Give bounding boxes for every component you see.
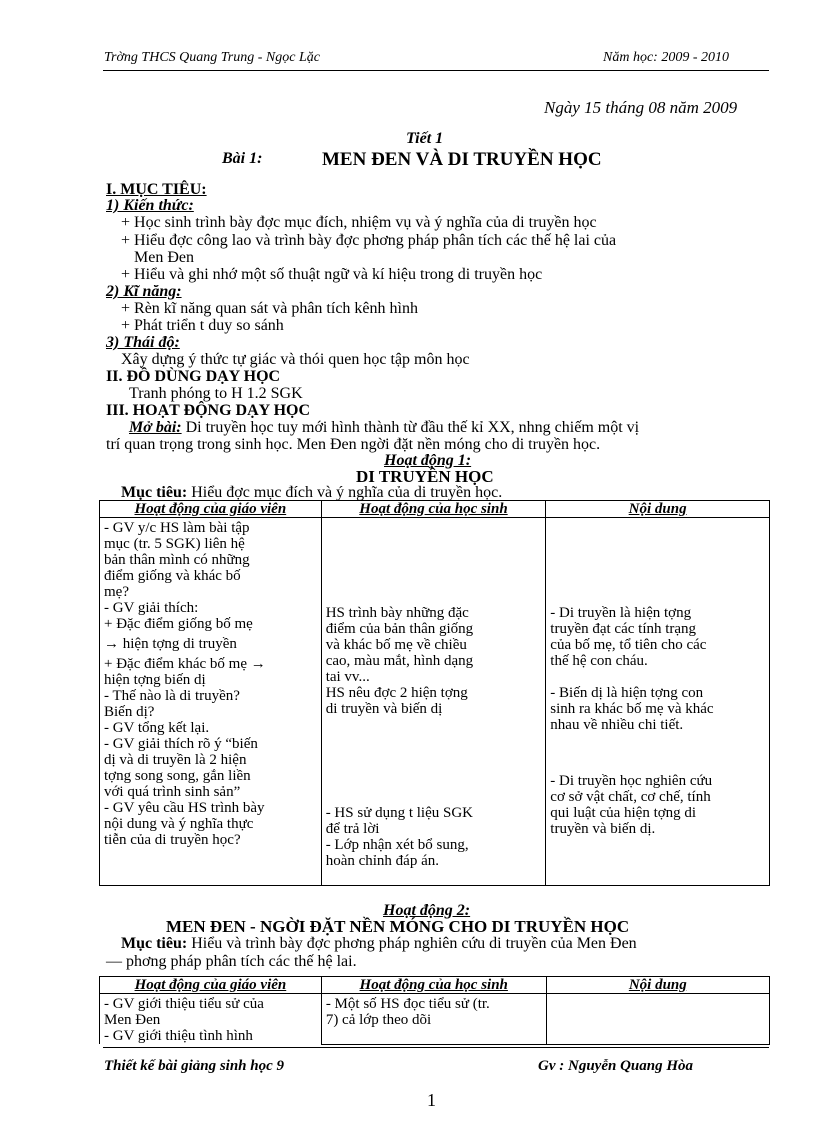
teacher-line: bản thân mình có những (104, 552, 250, 568)
activity2-teacher-cell (100, 994, 322, 1045)
activity1-title: DI TRUYỀN HỌC (356, 467, 494, 486)
teacher-line: Men Đen (104, 1012, 161, 1028)
activity2-content-cell (546, 994, 769, 1045)
footer-teacher: Gv : Nguyễn Quang Hòa (538, 1058, 694, 1074)
activity1-header-content: Nội dung (546, 501, 770, 518)
content-line: nhau về nhiều chi tiết. (550, 717, 684, 733)
content-line: qui luật của hiện tợng di (550, 805, 697, 821)
attitude-line: Xây dựng ý thức tự giác và thói quen học tập môn học (121, 351, 470, 368)
student-line: 7) cả lớp theo dõi (325, 1012, 432, 1028)
intro-label: Mở bài: (129, 419, 182, 436)
content-line: - Biến dị là hiện tợng con (550, 685, 704, 701)
intro-line-2: trí quan trọng trong sinh học. Men Đen ngời đặt nền móng cho di truyền học. (106, 436, 601, 453)
header-rule (103, 70, 769, 71)
teacher-line: - GV tổng kết lại. (104, 720, 210, 736)
activity2-student-cell (321, 994, 546, 1045)
content-line: - Di truyền học nghiên cứu (550, 773, 713, 789)
activity2-goal-line-2: — phơng pháp phân tích các thế hệ lai. (106, 953, 357, 970)
teacher-line: - GV yêu cầu HS trình bày (104, 800, 265, 816)
skills-line: + Rèn kĩ năng quan sát và phân tích kênh hình (121, 300, 418, 317)
activity1-label: Hoạt động 1: (384, 452, 472, 469)
teacher-line: + Đặc điểm giống bố mẹ (104, 616, 253, 632)
content-line: của bố mẹ, tổ tiên cho các (550, 637, 707, 653)
footer-rule (103, 1047, 769, 1048)
teacher-line: → hiện tợng di truyền (104, 636, 237, 652)
teacher-line: - Thế nào là di truyền? (104, 688, 240, 704)
intro-paragraph (129, 419, 639, 436)
teacher-line: mục (tr. 5 SGK) liên hệ (104, 536, 245, 552)
activity1-goal-label: Mục tiêu: (121, 484, 188, 501)
teacher-line: với quá trình sinh sản” (104, 784, 241, 800)
activity2-header-teacher: Hoạt động của giáo viên (100, 977, 322, 994)
activity2-title: MEN ĐEN - NGỜI ĐẶT NỀN MÓNG CHO DI TRUYỀN HỌC (166, 917, 630, 936)
teacher-line: điểm giống và khác bố (104, 568, 241, 584)
materials-line: Tranh phóng to H 1.2 SGK (129, 385, 303, 402)
activity1-goal (121, 484, 502, 501)
teacher-line: - GV giới thiệu tiểu sử của (104, 996, 264, 1012)
content-line: sinh ra khác bố mẹ và khác (550, 701, 714, 717)
teacher-line: nội dung và ý nghĩa thực (104, 816, 254, 832)
content-line: cơ sở vật chất, cơ chế, tính (550, 789, 711, 805)
header-school: Trờng THCS Quang Trung - Ngọc Lặc (104, 50, 320, 65)
activity2-table (99, 976, 770, 1045)
student-line: cao, màu mắt, hình dạng (325, 653, 474, 669)
activity2-goal-label: Mục tiêu: (121, 935, 188, 952)
header-year: Năm học: 2009 - 2010 (603, 50, 729, 65)
content-line: truyền và biến dị. (550, 821, 656, 837)
knowledge-line: + Học sinh trình bày đợc mục đích, nhiệm vụ và ý nghĩa của di truyền học (121, 214, 597, 231)
student-line: để trả lời (325, 821, 380, 837)
teacher-line: - GV giải thích rõ ý “biến (104, 736, 258, 752)
teacher-line: tợng song song, gắn liền (104, 768, 251, 784)
teacher-line: + Đặc điểm khác bố mẹ → (104, 656, 266, 672)
knowledge-line: + Hiểu và ghi nhớ một số thuật ngữ và kí hiệu trong di truyền học (121, 266, 543, 283)
lesson-number: Bài 1: (222, 150, 263, 167)
content-line: - Di truyền là hiện tợng (550, 605, 692, 621)
activity1-table (99, 500, 770, 886)
footer-course: Thiết kế bài giảng sinh học 9 (104, 1058, 285, 1074)
activity2-header-content: Nội dung (546, 977, 769, 994)
knowledge-line: Men Đen (134, 249, 194, 266)
lesson-title: MEN ĐEN VÀ DI TRUYỀN HỌC (322, 149, 602, 170)
intro-text: Di truyền học tuy mới hình thành từ đầu thế kỉ XX, nhng chiếm một vị (181, 419, 640, 436)
teacher-line: - GV giới thiệu tình hình (104, 1028, 253, 1044)
teacher-line: Biến dị? (104, 704, 155, 720)
activity2-goal-text: Hiểu và trình bày đợc phơng pháp nghiên cứu di truyền của Men Đen (187, 935, 637, 952)
student-line: HS trình bày những đặc (325, 605, 469, 621)
teacher-line: mẹ? (104, 584, 129, 600)
activity1-content-cell (546, 518, 770, 886)
teacher-line: - GV y/c HS làm bài tập (104, 520, 250, 536)
activity1-header-teacher: Hoạt động của giáo viên (100, 501, 322, 518)
teacher-line: hiện tợng biến dị (104, 672, 206, 688)
section-objectives-heading: I. MỤC TIÊU: (106, 181, 207, 198)
skills-line: + Phát triển t duy so sánh (121, 317, 284, 334)
section-materials-heading: II. ĐỒ DÙNG DẠY HỌC (106, 368, 281, 385)
student-line: - Một số HS đọc tiểu sử (tr. (325, 996, 490, 1012)
student-line: và khác bố mẹ về chiều (325, 637, 467, 653)
teacher-line: dị và di truyền là 2 hiện (104, 752, 247, 768)
lesson-period: Tiết 1 (406, 130, 444, 147)
activity1-student-cell (321, 518, 546, 886)
skills-label: 2) Kĩ năng: (106, 283, 182, 300)
student-line: điểm của bản thân giống (325, 621, 474, 637)
attitude-label: 3) Thái độ: (106, 334, 180, 351)
section-activities-heading: III. HOẠT ĐỘNG DẠY HỌC (106, 402, 311, 419)
activity2-header-student: Hoạt động của học sinh (321, 977, 546, 994)
content-line: truyền đạt các tính trạng (550, 621, 697, 637)
content-line: thế hệ con cháu. (550, 653, 648, 669)
teacher-line: - GV giải thích: (104, 600, 199, 616)
activity2-label: Hoạt động 2: (383, 902, 471, 919)
student-line: hoàn chỉnh đáp án. (325, 853, 439, 869)
lesson-date: Ngày 15 tháng 08 năm 2009 (544, 98, 738, 117)
activity2-goal (121, 935, 637, 952)
student-line: di truyền và biến dị (325, 701, 443, 717)
student-line: - Lớp nhận xét bổ sung, (325, 837, 469, 853)
student-line: - HS sử dụng t liệu SGK (325, 805, 473, 821)
activity1-header-student: Hoạt động của học sinh (321, 501, 546, 518)
student-line: HS nêu đợc 2 hiện tợng (325, 685, 468, 701)
student-line: tai vv... (325, 669, 370, 685)
page-number: 1 (427, 1090, 436, 1110)
activity1-goal-text: Hiểu đợc mục đích và ý nghĩa của di truyền học. (187, 484, 503, 501)
knowledge-line: + Hiểu đợc công lao và trình bày đợc phơng pháp phân tích các thế hệ lai của (121, 232, 617, 249)
activity1-teacher-cell (100, 518, 322, 886)
teacher-line: tiễn của di truyền học? (104, 832, 241, 848)
knowledge-label: 1) Kiến thức: (106, 197, 194, 214)
